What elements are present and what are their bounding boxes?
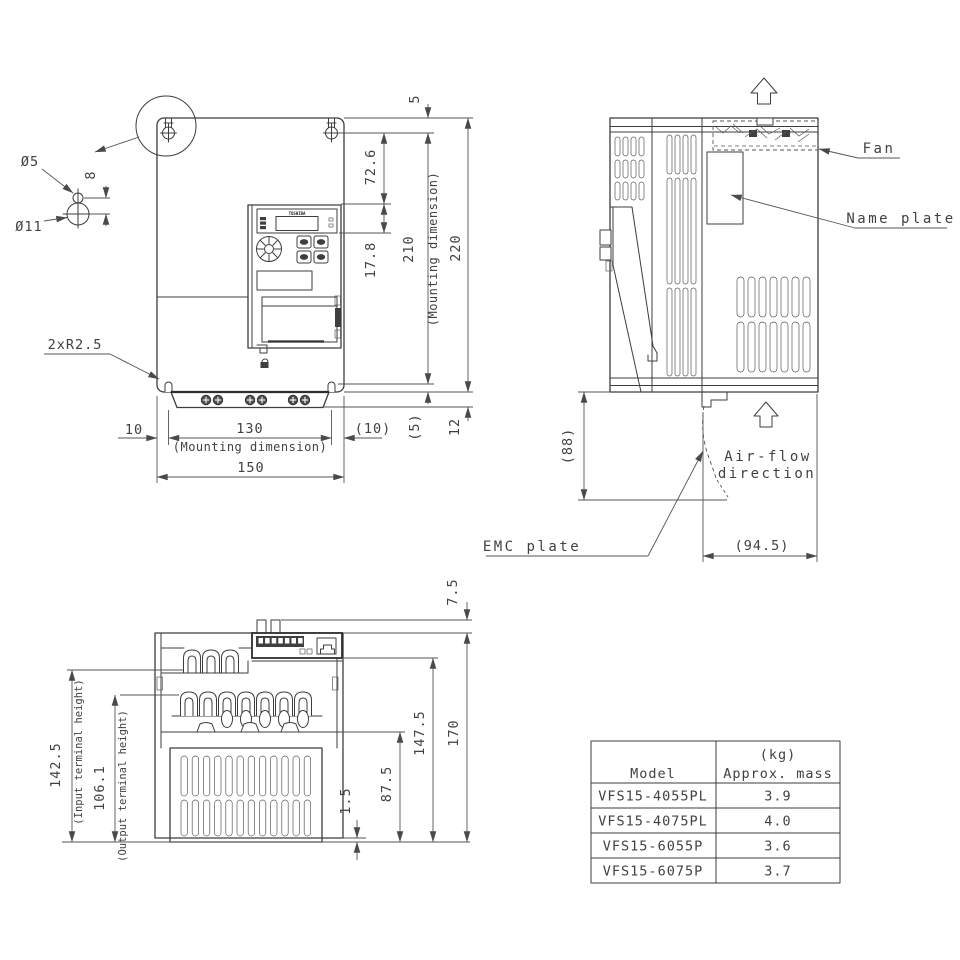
side-vent-slots-tall — [667, 135, 696, 376]
dim-mounting-width: 130 — [236, 421, 264, 437]
side-terminal-cover — [600, 207, 657, 392]
label-input-terminal-height: (Input terminal height) — [73, 679, 85, 825]
front-view — [15, 94, 473, 483]
dim-mounting-height: 210 — [401, 235, 417, 263]
dim-top-offset: 5 — [407, 94, 423, 104]
name-plate-rect — [707, 152, 743, 224]
dim-hole-dia-small: Ø5 — [20, 154, 40, 170]
dim-right-margin: (10) — [354, 421, 392, 437]
dim-depth: (94.5) — [734, 538, 790, 554]
table-cell-model: VFS15-6075P — [602, 863, 704, 880]
side-body-outline — [610, 118, 818, 392]
table-cell-mass: 3.7 — [764, 863, 792, 880]
airflow-arrow-bottom-icon — [754, 402, 778, 427]
airflow-arrow-top-icon — [751, 78, 777, 104]
keypad-panel — [248, 205, 341, 368]
table-cell-mass: 3.6 — [764, 838, 792, 855]
table-cell-mass: 4.0 — [764, 813, 792, 830]
table-header-model: Model — [630, 766, 676, 782]
dim-bottom-offset: (5) — [407, 413, 423, 441]
dim-hole-dia-large: Ø11 — [15, 219, 43, 235]
table-header-mass: Approx. mass — [723, 766, 833, 782]
dim-vent-height: 87.5 — [379, 765, 395, 803]
dim-terminal-depth: 12 — [447, 417, 463, 437]
side-view — [483, 78, 956, 562]
side-vent-slots-lower — [737, 277, 810, 372]
input-terminal-clamps — [161, 648, 252, 673]
label-output-terminal-height: (Output terminal height) — [117, 710, 129, 862]
terminal-screws — [201, 395, 309, 404]
bottom-notch-right — [328, 382, 335, 392]
dim-emc-height: (88) — [560, 427, 576, 465]
table-row — [603, 864, 792, 880]
bottom-view — [48, 578, 472, 862]
output-terminal-clamps — [172, 692, 322, 728]
mounting-dimension-note-horizontal: (Mounting dimension) — [172, 440, 328, 454]
front-body-outline — [157, 118, 344, 392]
table-cell-mass: 3.9 — [764, 788, 792, 805]
keyhole-detail — [42, 169, 110, 228]
dim-overall-height: 220 — [448, 234, 464, 262]
setting-dial — [257, 237, 282, 262]
label-emc-plate: EMC plate — [482, 539, 582, 555]
bottom-vent-panel — [170, 748, 322, 842]
lcd-display — [276, 217, 318, 231]
side-vent-slots-upper — [615, 137, 644, 200]
keypad-buttons — [297, 236, 328, 263]
dim-left-margin: 10 — [124, 422, 144, 438]
mounting-hole-top-left — [161, 118, 177, 142]
dim-protrusion: 7.5 — [445, 578, 461, 606]
dim-hole-offset: 8 — [83, 170, 99, 180]
dim-depth-total: 170 — [446, 719, 462, 747]
dim-connector-height: 147.5 — [412, 710, 428, 756]
fan-area — [713, 118, 818, 150]
table-header-mass-unit: (kg) — [759, 747, 797, 763]
label-airflow-line2: direction — [717, 466, 817, 482]
terminal-strip — [171, 392, 329, 408]
dim-overall-width: 150 — [237, 460, 265, 476]
dim-input-terminal-height: 142.5 — [48, 742, 64, 788]
dim-panel-height: 17.8 — [363, 241, 379, 279]
dim-output-terminal-height: 106.1 — [92, 765, 108, 811]
label-airflow-line1: Air-flow — [724, 449, 812, 465]
lock-icon — [261, 359, 269, 368]
table-row — [603, 839, 792, 855]
label-name-plate: Name plate — [846, 211, 956, 227]
table-cell-model: VFS15-4075PL — [598, 813, 708, 830]
bottom-notch-left — [165, 382, 172, 392]
table-row — [598, 814, 791, 830]
label-fan: Fan — [862, 141, 896, 157]
mass-table — [591, 741, 840, 883]
front-cover — [262, 297, 337, 342]
comm-connector-block — [252, 620, 342, 661]
mounting-hole-top-right — [324, 118, 340, 142]
mounting-dimension-note-vertical: (Mounting dimension) — [426, 171, 440, 327]
dim-lip: 1.5 — [338, 787, 354, 815]
table-cell-model: VFS15-6055P — [602, 838, 704, 855]
dim-corner-radius: 2xR2.5 — [47, 337, 103, 353]
table-cell-model: VFS15-4055PL — [598, 788, 708, 805]
table-row — [598, 789, 791, 805]
dim-hole-to-panel: 72.6 — [363, 148, 379, 186]
brand-logo: TOSHIBA — [288, 211, 306, 216]
